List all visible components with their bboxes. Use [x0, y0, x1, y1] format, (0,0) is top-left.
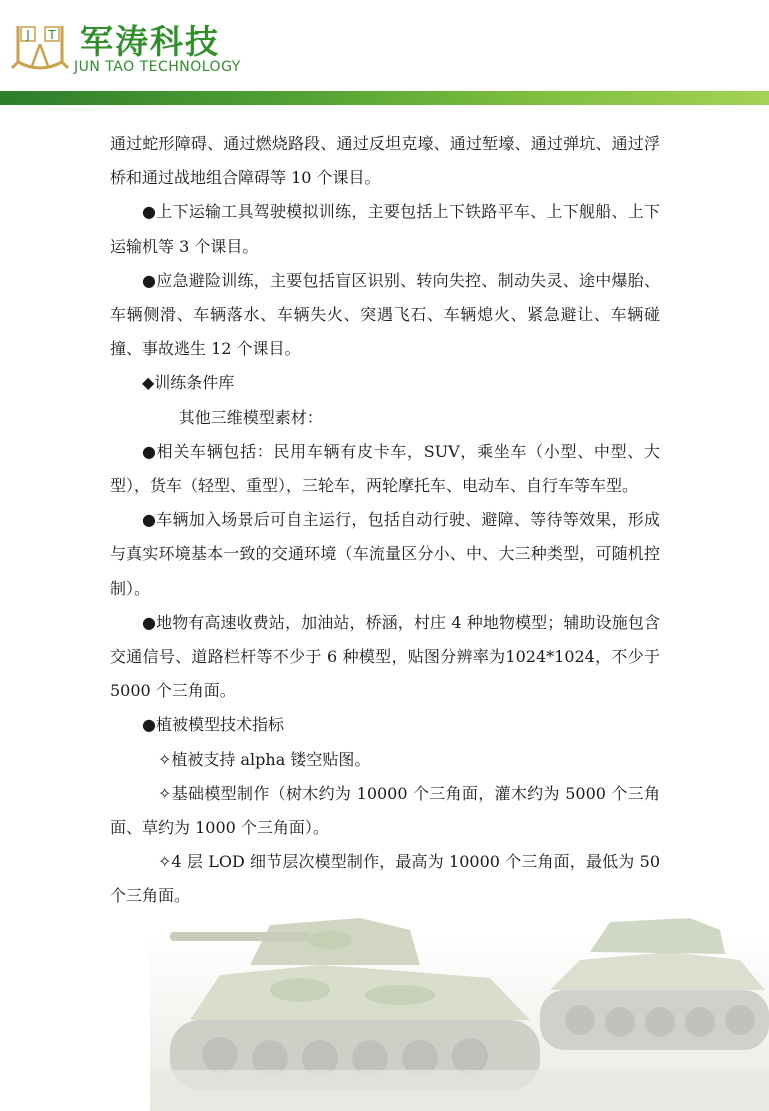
spec-base-models: ✧基础模型制作（树木约为 10000 个三角面，灌木约为 5000 个三角面、草约为 1000 个三角面）。 — [110, 783, 660, 838]
brand-name-en: JUN TAO TECHNOLOGY — [74, 59, 241, 75]
spec-alpha-texture: ✧植被支持 alpha 镂空贴图。 — [158, 749, 371, 769]
spec-lod-levels: ✧4 层 LOD 细节层次模型制作，最高为 10000 个三角面，最低为 50 个三角面。 — [110, 852, 660, 906]
bullet-traffic-simulation: ●车辆加入场景后可自主运行，包括自动行驶、避障、等待等效果，形成与真实环境基本一致的交通环境（车流量区分小、中、大三种类型，可随机控制）。 — [110, 510, 660, 598]
paragraph-obstacles: 通过蛇形障碍、通过燃烧路段、通过反坦克壕、通过堑壕、通过弹坑、通过浮桥和通过战地组合障碍等 10 个课目。 — [110, 134, 660, 188]
bullet-vegetation-specs: ●植被模型技术指标 — [142, 715, 284, 735]
brand-name-cn: 军涛科技 — [80, 22, 220, 61]
section-heading-training-library: ◆训练条件库 — [142, 373, 235, 393]
page-header — [0, 0, 769, 108]
company-logo-icon — [10, 22, 70, 74]
svg-text:T: T — [48, 28, 56, 42]
document-body — [110, 127, 660, 914]
subheading-3d-models: 其他三维模型素材： — [178, 407, 323, 427]
header-gradient-bar — [0, 91, 769, 105]
svg-text:J: J — [26, 28, 30, 42]
bullet-vehicles: ●相关车辆包括：民用车辆有皮卡车，SUV，乘坐车（小型、中型、大型），货车（轻型、重型），三轮车，两轮摩托车、电动车、自行车等车型。 — [110, 441, 660, 496]
bullet-emergency-training: ●应急避险训练，主要包括盲区识别、转向失控、制动失灵、途中爆胎、车辆侧滑、车辆落水、车辆失火、突遇飞石、车辆熄火、紧急避让、车辆碰撞、事故逃生 12 个课目。 — [110, 270, 660, 359]
bullet-landmarks: ●地物有高速收费站，加油站，桥涵，村庄 4 种地物模型；辅助设施包含交通信号、道路栏杆等不少于 6 种模型，贴图分辨率为1024*1024，不少于 5000 个三角面。 — [110, 612, 660, 701]
bullet-transport-training: ●上下运输工具驾驶模拟训练，主要包括上下铁路平车、上下舰船、上下运输机等 3 个课目。 — [110, 202, 660, 256]
